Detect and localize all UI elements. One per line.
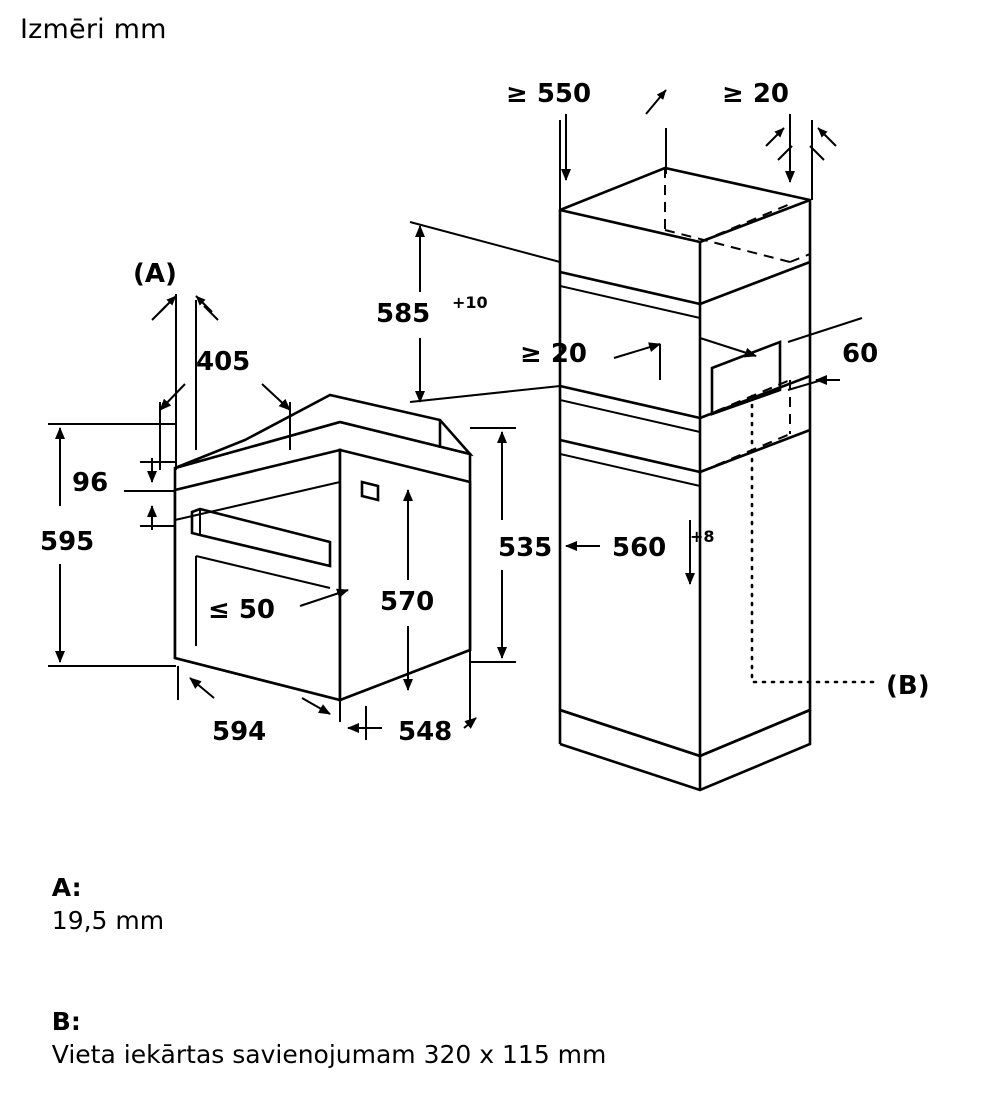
dim-585: 585 [376, 299, 431, 329]
legend-row-b [20, 972, 980, 1104]
dim-595: 595 [40, 527, 95, 557]
cabinet-drawing [376, 79, 930, 790]
dim-594: 594 [212, 717, 267, 747]
legend-row-a [20, 838, 980, 970]
dim-560: 560 [612, 533, 667, 563]
legend-key-a: A: [51, 873, 82, 902]
dim-96: 96 [72, 468, 109, 498]
dim-le-50: ≤ 50 [208, 595, 276, 625]
page-title: Izmēri mm [20, 14, 167, 45]
dim-570: 570 [380, 587, 435, 617]
dim-60: 60 [842, 339, 879, 369]
label-tag-a: (A) [133, 259, 177, 289]
dim-405: 405 [196, 347, 251, 377]
dim-585-sup: +10 [452, 293, 488, 312]
legend-value-b: Vieta iekārtas savienojumam 320 x 115 mm [51, 1040, 607, 1069]
dim-ge-550: ≥ 550 [506, 79, 592, 109]
dimensions-diagram [0, 50, 1000, 810]
appliance-drawing [40, 259, 552, 747]
dim-ge-20-top: ≥ 20 [722, 79, 790, 109]
legend [20, 838, 980, 1106]
legend-key-b: B: [51, 1007, 81, 1036]
label-tag-b: (B) [886, 671, 930, 701]
legend-value-a: 19,5 mm [51, 906, 165, 935]
dim-ge-20-mid: ≥ 20 [520, 339, 588, 369]
dim-560-sup: +8 [690, 527, 715, 546]
dim-535: 535 [498, 533, 553, 563]
dim-548: 548 [398, 717, 453, 747]
